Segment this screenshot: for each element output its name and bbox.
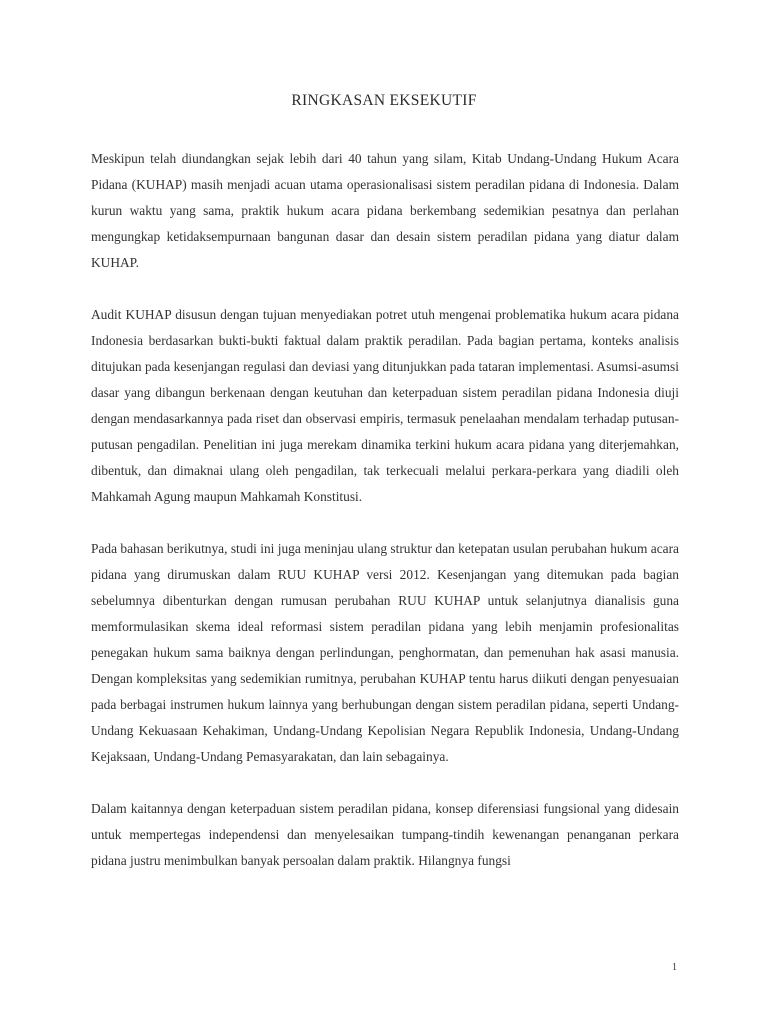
paragraph-1: Meskipun telah diundangkan sejak lebih dari 40 tahun yang silam, Kitab Undang-Undang Hukum Acara Pidana (KUHAP) masih menjadi acuan utama operasionalisasi sistem peradilan pidana di Indonesia. Dalam kurun waktu yang sama, praktik hukum acara pidana berkembang sedemikian pesatnya dan perlahan mengungkap ketidaksempurnaan bangunan dasar dan desain sistem peradilan pidana yang diatur dalam KUHAP. bbox=[91, 151, 679, 270]
document-body bbox=[91, 146, 679, 900]
page-number: 1 bbox=[672, 962, 677, 973]
paragraph-2: Audit KUHAP disusun dengan tujuan menyediakan potret utuh mengenai problematika hukum acara pidana Indonesia berdasarkan bukti-bukti faktual dalam praktik peradilan. Pada bagian pertama, konteks analisis ditujukan pada kesenjangan regulasi dan deviasi yang ditunjukkan pada tataran implementasi. Asumsi-asumsi dasar yang dibangun berkenaan dengan keutuhan dan keterpaduan sistem peradilan pidana Indonesia diuji dengan mendasarkannya pada riset dan observasi empiris, termasuk penelaahan mendalam terhadap putusan-putusan pengadilan. Penelitian ini juga merekam dinamika terkini hukum acara pidana yang diterjemahkan, dibentuk, dan dimaknai ulang oleh pengadilan, tak terkecuali melalui perkara-perkara yang diadili oleh Mahkamah Agung maupun Mahkamah Konstitusi. bbox=[91, 307, 679, 504]
paragraph-3: Pada bahasan berikutnya, studi ini juga meninjau ulang struktur dan ketepatan usulan perubahan hukum acara pidana yang dirumuskan dalam RUU KUHAP versi 2012. Kesenjangan yang ditemukan pada bagian sebelumnya dibenturkan dengan rumusan perubahan RUU KUHAP untuk selanjutnya dianalisis guna memformulasikan skema ideal reformasi sistem peradilan pidana yang lebih menjamin profesionalitas penegakan hukum sama baiknya dengan perlindungan, penghormatan, dan pemenuhan hak asasi manusia. Dengan kompleksitas yang sedemikian rumitnya, perubahan KUHAP tentu harus diikuti dengan penyesuaian pada berbagai instrumen hukum lainnya yang berhubungan dengan sistem peradilan pidana, seperti Undang-Undang Kekuasaan Kehakiman, Undang-Undang Kepolisian Negara Republik Indonesia, Undang-Undang Kejaksaan, Undang-Undang Pemasyarakatan, dan lain sebagainya. bbox=[91, 541, 679, 764]
paragraph-4: Dalam kaitannya dengan keterpaduan sistem peradilan pidana, konsep diferensiasi fungsional yang didesain untuk mempertegas independensi dan menyelesaikan tumpang-tindih kewenangan penanganan perkara pidana justru menimbulkan banyak persoalan dalam praktik. Hilangnya fungsi bbox=[91, 801, 679, 868]
document-title: RINGKASAN EKSEKUTIF bbox=[291, 92, 477, 109]
